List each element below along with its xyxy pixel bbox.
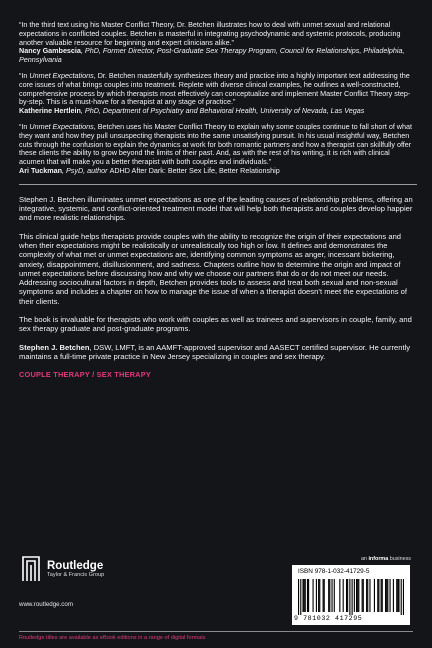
publisher-wordmark xyxy=(47,560,104,579)
endorser-credentials: , PhD, Former Director, Post-Graduate Sex Therapy Program, Council for Relationships, Philadelphia, Pennsylvania xyxy=(19,46,405,65)
endorsement-3 xyxy=(19,123,417,176)
informa-pre: an xyxy=(360,556,369,562)
endorser-book: ADHD After Dark: Better Sex Life, Better Relationship xyxy=(109,165,280,175)
barcode-bar xyxy=(328,579,329,612)
barcode-bar xyxy=(329,579,330,612)
barcode-bar xyxy=(377,579,378,612)
barcode-bar xyxy=(382,579,383,612)
barcode-bar xyxy=(307,579,308,612)
barcode-bar xyxy=(343,579,344,612)
section-divider xyxy=(19,184,417,185)
endorsement-1-attribution xyxy=(19,46,405,64)
endorsement-3-text: , Betchen uses his Master Conflict Theory to explain why some couples continue to fall short of what they want and how they pull unsuspecting therapists into the same unsatisfying pursuit. In his usual insightful way, Betchen cuts through the confusion to explain the dynamics at work for both romantic partners and how a therapist can skillfully offer these clients the ability to grow beyond the limits of their past. And, as with the rest of his writing, it is rich with clinical acumen that will make you a better therapist with both couples and individuals.” xyxy=(19,121,412,167)
endorsement-2-text: , Dr. Betchen masterfully synthesizes theory and practice into a highly important text addressing the core issues of what brings couples into treatment. Replete with diverse clinical examples, he outlines a well-constructed, comprehensive process by which therapists most effectively can conceptualize and implement Master Conflict Theory step-by-step. This is a must-have for a therapist at any stage of practice.” xyxy=(19,70,411,107)
barcode-bar xyxy=(357,579,358,612)
barcode-bar xyxy=(362,579,363,612)
barcode-bar xyxy=(298,579,299,615)
barcode-bar xyxy=(396,579,397,612)
endorser-credentials: , PsyD, author xyxy=(62,165,110,175)
barcode-bar xyxy=(401,579,402,615)
barcode-bar xyxy=(363,579,364,612)
publisher-website: www.routledge.com xyxy=(19,601,73,608)
author-name: Stephen J. Betchen xyxy=(19,342,90,352)
endorser-name: Nancy Gambescia xyxy=(19,46,81,56)
endorsement-2 xyxy=(19,72,417,116)
isbn-digits: 9 781032 417295 xyxy=(294,615,363,622)
barcode-bar xyxy=(358,579,359,612)
barcode-bar xyxy=(334,579,335,612)
footer-divider xyxy=(19,631,413,632)
barcode-bar xyxy=(369,579,370,612)
barcode-bar xyxy=(313,579,314,612)
endorsement-2-text-start: “In xyxy=(19,70,30,80)
barcode-bar xyxy=(356,579,357,612)
endorser-name: Ari Tuckman xyxy=(19,165,63,175)
informa-post: business xyxy=(388,556,411,562)
barcode-bar xyxy=(352,579,353,615)
barcode-icon xyxy=(298,579,404,615)
routledge-logo-icon xyxy=(19,555,43,583)
barcode-bar xyxy=(316,579,317,612)
author-bio xyxy=(19,343,417,362)
endorsement-2-attribution xyxy=(19,106,364,115)
barcode-bar xyxy=(302,579,303,612)
barcode-bar xyxy=(354,579,355,612)
barcode-bar xyxy=(318,579,319,612)
endorsement-3-attribution xyxy=(19,166,280,175)
barcode-bar xyxy=(397,579,398,612)
description-paragraph: This clinical guide helps therapists provide couples with the ability to recognize the origin of their expectations and when their expectations might be realistically or unrealistically too high or low. It defines and demonstrates the complexity of what met or unmet expectations are, identifying common symptoms as anger, incessant bickering, anxiety, disappointment, disillusionment, and sadness. Chapters outline how to determine the origin and impact of unmet expectations before discussing how and why we choose our partners that do or do not meet our needs. Addressing sociocultural factors in depth, Betchen provides tools to assess and treat both sexual and non-sexual symptoms and includes a chapter on how to manage the issue of when a therapist doesn’t meet the expectations of their clients. xyxy=(19,231,407,306)
barcode-bar xyxy=(323,579,324,612)
isbn-barcode-box xyxy=(292,565,410,625)
author-bio-text: , DSW, LMFT, is an AAMFT-approved supervisor and AASECT certified supervisor. He currently maintains a full-time private practice in New Jersey specializing in couples and sex therapy. xyxy=(19,342,411,361)
book-title-ref: Unmet Expectations xyxy=(29,70,94,80)
cover-content xyxy=(19,21,417,379)
endorser-credentials: , PhD, Department of Psychiatry and Behavioral Health, University of Nevada, Las Vegas xyxy=(80,106,365,116)
description-paragraph: The book is invaluable for therapists who work with couples as well as trainees and supervisors in couple, family, and sex therapy graduate and post-graduate programs. xyxy=(19,315,412,334)
cover-footer-area xyxy=(0,555,432,648)
subject-category: COUPLE THERAPY / SEX THERAPY xyxy=(19,370,151,380)
barcode-bar xyxy=(304,579,305,612)
barcode-bar xyxy=(403,579,404,615)
barcode-bar xyxy=(308,579,309,612)
description-paragraph: Stephen J. Betchen illuminates unmet expectations as one of the leading causes of relationship problems, offering an integrative, systemic, and conflict-oriented treatment model that will help both therapists and couples develop happier and more realistic relationships. xyxy=(19,194,413,223)
barcode-bar xyxy=(374,579,375,612)
barcode-bar xyxy=(339,579,340,612)
barcode-bar xyxy=(346,579,347,612)
barcode-bar xyxy=(386,579,387,612)
endorsement-3-text-start: “In xyxy=(19,121,30,131)
barcode-bar xyxy=(387,579,388,612)
endorser-name: Katherine Hertlein xyxy=(19,106,81,116)
barcode-bar xyxy=(347,579,348,612)
barcode-bar xyxy=(349,579,350,615)
barcode-bar xyxy=(367,579,368,612)
barcode-bar xyxy=(378,579,379,612)
ebook-notice: Routledge titles are available as eBook editions in a range of digital formats xyxy=(19,635,206,641)
barcode-bar xyxy=(366,579,367,612)
barcode-bar xyxy=(331,579,332,612)
barcode-bar xyxy=(398,579,399,612)
isbn-label: ISBN 978-1-032-41729-5 xyxy=(298,568,370,575)
barcode-bar xyxy=(324,579,325,612)
barcode-bar xyxy=(300,579,301,615)
barcode-bar xyxy=(305,579,306,612)
book-title-ref: Unmet Expectations xyxy=(29,121,94,131)
publisher-logo xyxy=(19,555,104,583)
informa-bold: informa xyxy=(368,556,389,562)
publisher-name: Routledge xyxy=(47,559,104,572)
barcode-bar xyxy=(393,579,394,612)
barcode-bar xyxy=(319,579,320,612)
publisher-group: Taylor & Francis Group xyxy=(47,571,105,578)
barcode-bar xyxy=(389,579,390,612)
barcode-bar xyxy=(385,579,386,612)
endorsement-1 xyxy=(19,21,417,65)
endorsement-1-text: “In the third text using his Master Conflict Theory, Dr. Betchen illustrates how to deal with unmet sexual and relational expectations in conflicted couples. Betchen is masterful in integrating psychodynamic and systemic protocols, producing another valuable resource for beginning and expert clinicians alike.” xyxy=(19,20,401,47)
barcode-bar xyxy=(381,579,382,612)
informa-tagline xyxy=(361,556,411,562)
